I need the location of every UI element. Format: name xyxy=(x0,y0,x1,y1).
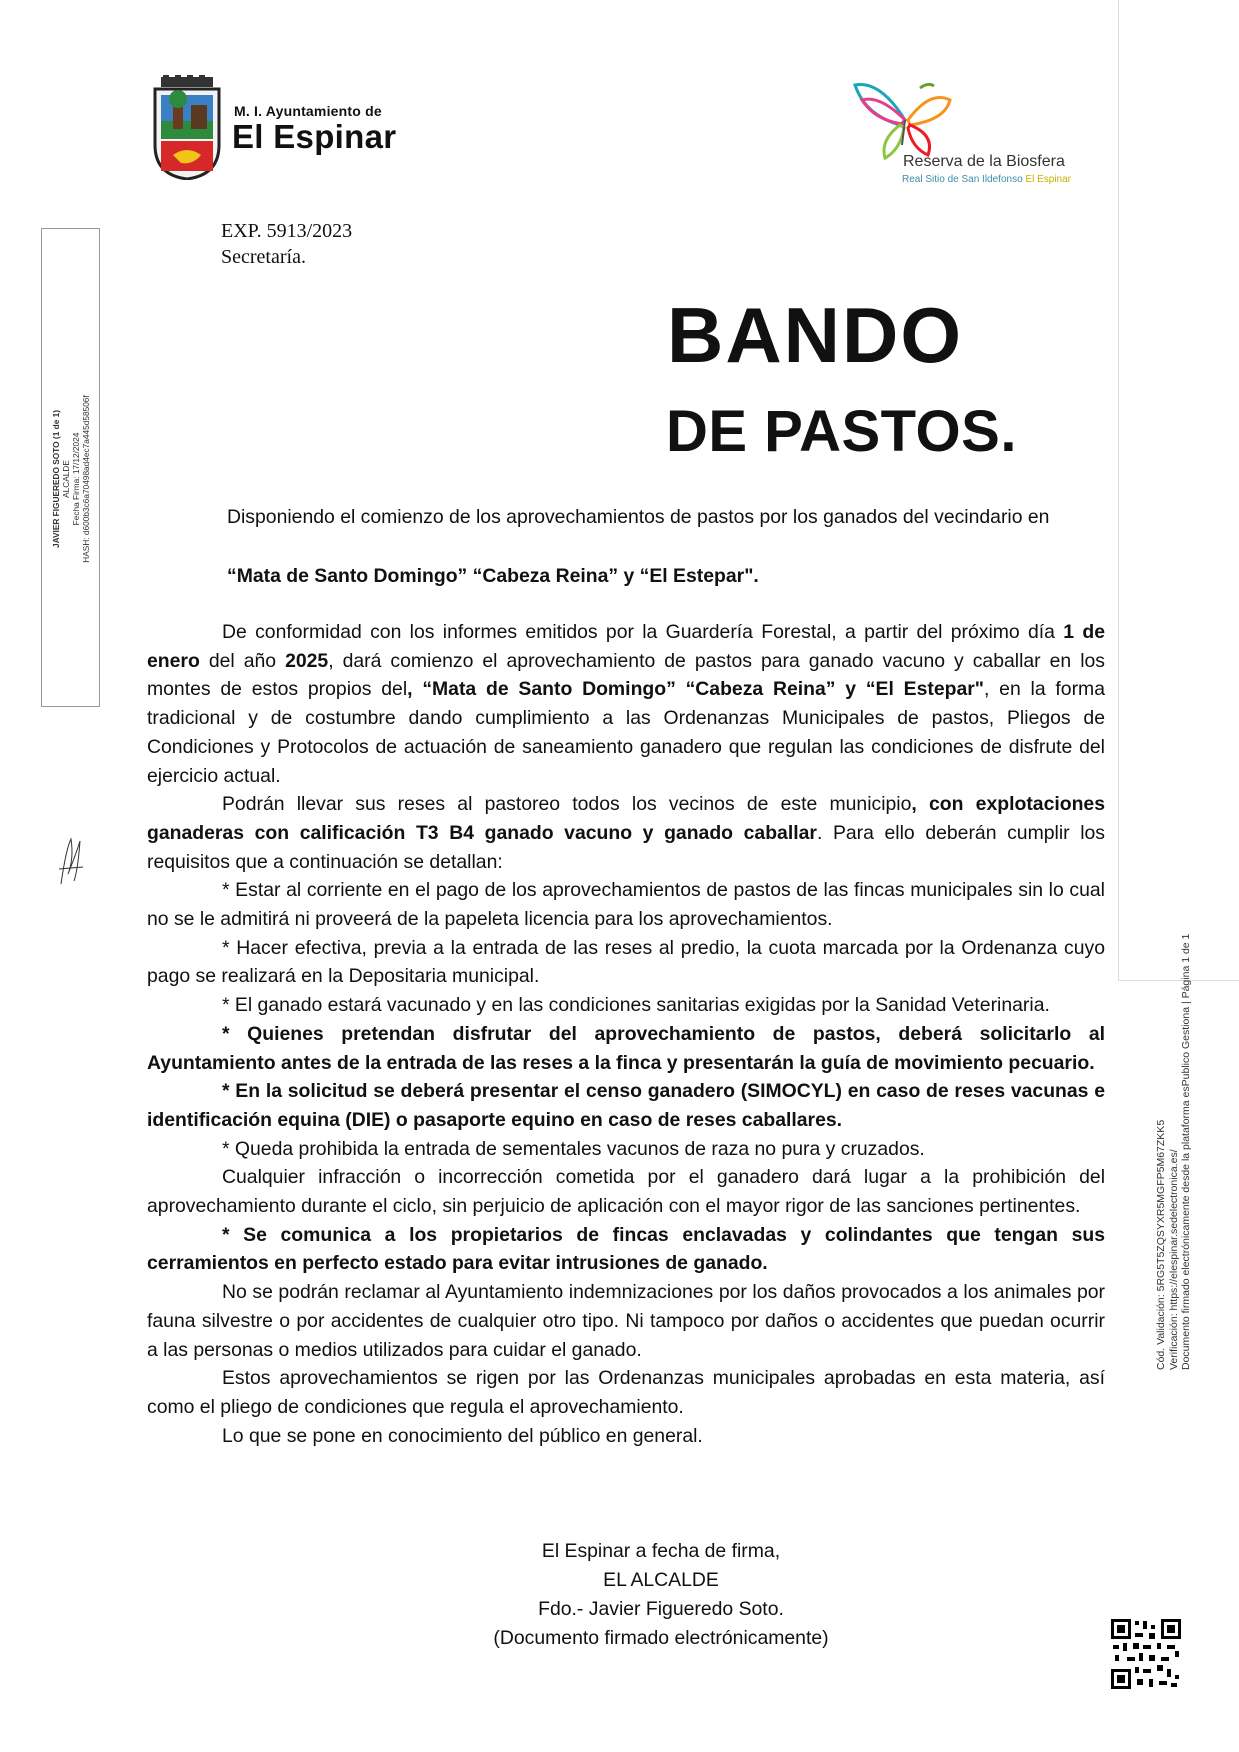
biosphere-title: Reserva de la Biosfera xyxy=(903,153,1065,170)
p1-text-g: , en la forma tradicional y de costumbre dando cumplimiento a las Ordenanzas Municipales de pastos, Pliegos de Condiciones y Protocolos de actuación de saneamiento ganadero que regulan las condiciones de disfrute del ejercicio actual. xyxy=(147,678,1105,787)
paragraph-liability: No se podrán reclamar al Ayuntamiento indemnizaciones por los daños provocados a los animales por fauna silvestre o por accidentes de cualquier otro tipo. Ni tampoco por daños o accidentes que puedan ocurrir a las personas o medios utilizados para cuidar el ganado. xyxy=(147,1281,1105,1361)
signoff-note: (Documento firmado electrónicamente) xyxy=(493,1627,829,1649)
paragraph-enclosures: * Se comunica a los propietarios de fincas enclavadas y colindantes que tengan sus cerramientos en perfecto estado para evitar intrusiones de ganado. xyxy=(147,1223,1105,1275)
paragraph-closing: Lo que se pone en conocimiento del público en general. xyxy=(222,1424,703,1447)
requirement-fee: * Hacer efectiva, previa a la entrada de las reses al predio, la cuota marcada por la Ordenanza cuyo pago se realizará en la Depositaria municipal. xyxy=(147,936,1105,988)
qr-code-icon xyxy=(1109,1617,1183,1691)
paragraph-start-date xyxy=(147,618,1105,790)
biosphere-subtitle xyxy=(902,174,1071,185)
file-department: Secretaría. xyxy=(221,246,306,268)
p2-qualification: , con explotaciones ganaderas con calificación T3 B4 ganado vacuno y ganado caballar xyxy=(147,793,1105,844)
places-list: “Mata de Santo Domingo” “Cabeza Reina” y “El Estepar". xyxy=(227,565,759,587)
verification-url: Verificación: https://elespinar.sedelectronica.es/ xyxy=(1167,1149,1180,1370)
handwritten-signature-icon xyxy=(56,829,86,889)
municipality-name: El Espinar xyxy=(232,118,397,155)
platform-note: Documento firmado electrónicamente desde la plataforma esPublico Gestiona | Página 1 de 1 xyxy=(1180,933,1192,1370)
file-number: EXP. 5913/2023 xyxy=(221,220,353,242)
biosphere-butterfly-logo xyxy=(850,80,960,160)
page-margin-rule xyxy=(1118,0,1239,981)
coat-of-arms-logo xyxy=(153,75,221,180)
stamp-signer: JAVIER FIGUEREDO SOTO (1 de 1) xyxy=(50,410,61,549)
requirement-vaccination: * El ganado estará vacunado y en las condiciones sanitarias exigidas por la Sanidad Veterinaria. xyxy=(222,994,1050,1017)
p1-text-a: De conformidad con los informes emitidos por la Guardería Forestal, a partir del próximo día xyxy=(222,621,1064,643)
signature-stamp-text xyxy=(51,279,91,679)
p1-year: 2025 xyxy=(285,649,329,672)
paragraph-infractions: Cualquier infracción o incorrección cometida por el ganadero dará lugar a la prohibición del aprovechamiento durante el ciclo, sin perjuicio de aplicación con el mayor rigor de las sanciones pertinentes. xyxy=(147,1166,1105,1218)
p1-text-e: , dará comienzo el aprovechamiento de pastos para ganado vacuno y caballar en los montes de estos propios del xyxy=(147,649,1105,701)
signoff-role: EL ALCALDE xyxy=(603,1569,719,1591)
paragraph-eligibility xyxy=(147,790,1105,876)
requirement-application: * Quienes pretendan disfrutar del aprovechamiento de pastos, deberá solicitarlo al Ayuntamiento antes de la entrada de las reses a la finca y presentarán la guía de movimiento pecuario. xyxy=(147,1022,1105,1074)
document-body xyxy=(147,618,1105,1450)
p2-text-c: . Para ello deberán cumplir los requisitos que a continuación se detallan: xyxy=(147,821,1105,873)
signoff-place-date: El Espinar a fecha de firma, xyxy=(541,1540,781,1562)
requirement-census: * En la solicitud se deberá presentar el censo ganadero (SIMOCYL) en caso de reses vacunas e identificación equina (DIE) o pasaporte equino en caso de reses caballares. xyxy=(147,1080,1105,1131)
municipality-subtitle: M. I. Ayuntamiento de xyxy=(234,103,382,119)
stamp-date: Fecha Firma: 17/12/2024 xyxy=(70,432,81,526)
p1-places: , “Mata de Santo Domingo” “Cabeza Reina” y “El Estepar" xyxy=(407,678,984,701)
file-reference xyxy=(221,218,352,270)
signoff-name: Fdo.- Javier Figueredo Soto. xyxy=(538,1598,784,1620)
p1-text-c: del año xyxy=(199,649,286,672)
document-subtitle: DE PASTOS. xyxy=(666,399,1017,464)
biosphere-subtitle-part-a: Real Sitio de San Ildefonso xyxy=(902,174,1026,185)
intro-text: Disponiendo el comienzo de los aprovechamientos de pastos por los ganados del vecindario en xyxy=(227,506,1050,528)
paragraph-regulations: Estos aprovechamientos se rigen por las Ordenanzas municipales aprobadas en esta materia, así como el pliego de condiciones que regula el aprovechamiento. xyxy=(147,1367,1105,1418)
validation-code: Cód. Validación: 5RG5T5ZQSYXR5MGFP5M67ZKK5 xyxy=(1155,1119,1167,1370)
biosphere-subtitle-part-b: El Espinar xyxy=(1025,174,1071,185)
document-title: BANDO xyxy=(667,291,963,379)
p1-start-day: 1 de enero xyxy=(147,621,1105,672)
requirement-stallions: * Queda prohibida la entrada de sementales vacunos de raza no pura y cruzados. xyxy=(222,1137,925,1160)
signature-stamp-left xyxy=(41,228,100,707)
stamp-role: ALCALDE xyxy=(60,460,71,498)
p2-text-a: Podrán llevar sus reses al pastoreo todos los vecinos de este municipio xyxy=(222,793,912,816)
stamp-hash: HASH: d600b3c6a70498ad4ec7a445d58506f xyxy=(80,395,91,563)
signature-block xyxy=(441,1537,881,1653)
requirement-payment: * Estar al corriente en el pago de los aprovechamientos de pastos de las fincas municipales sin lo cual no se le admitirá ni proveerá de la papeleta licencia para los aprovechamientos. xyxy=(147,879,1105,931)
verification-stamp xyxy=(1155,934,1193,1370)
